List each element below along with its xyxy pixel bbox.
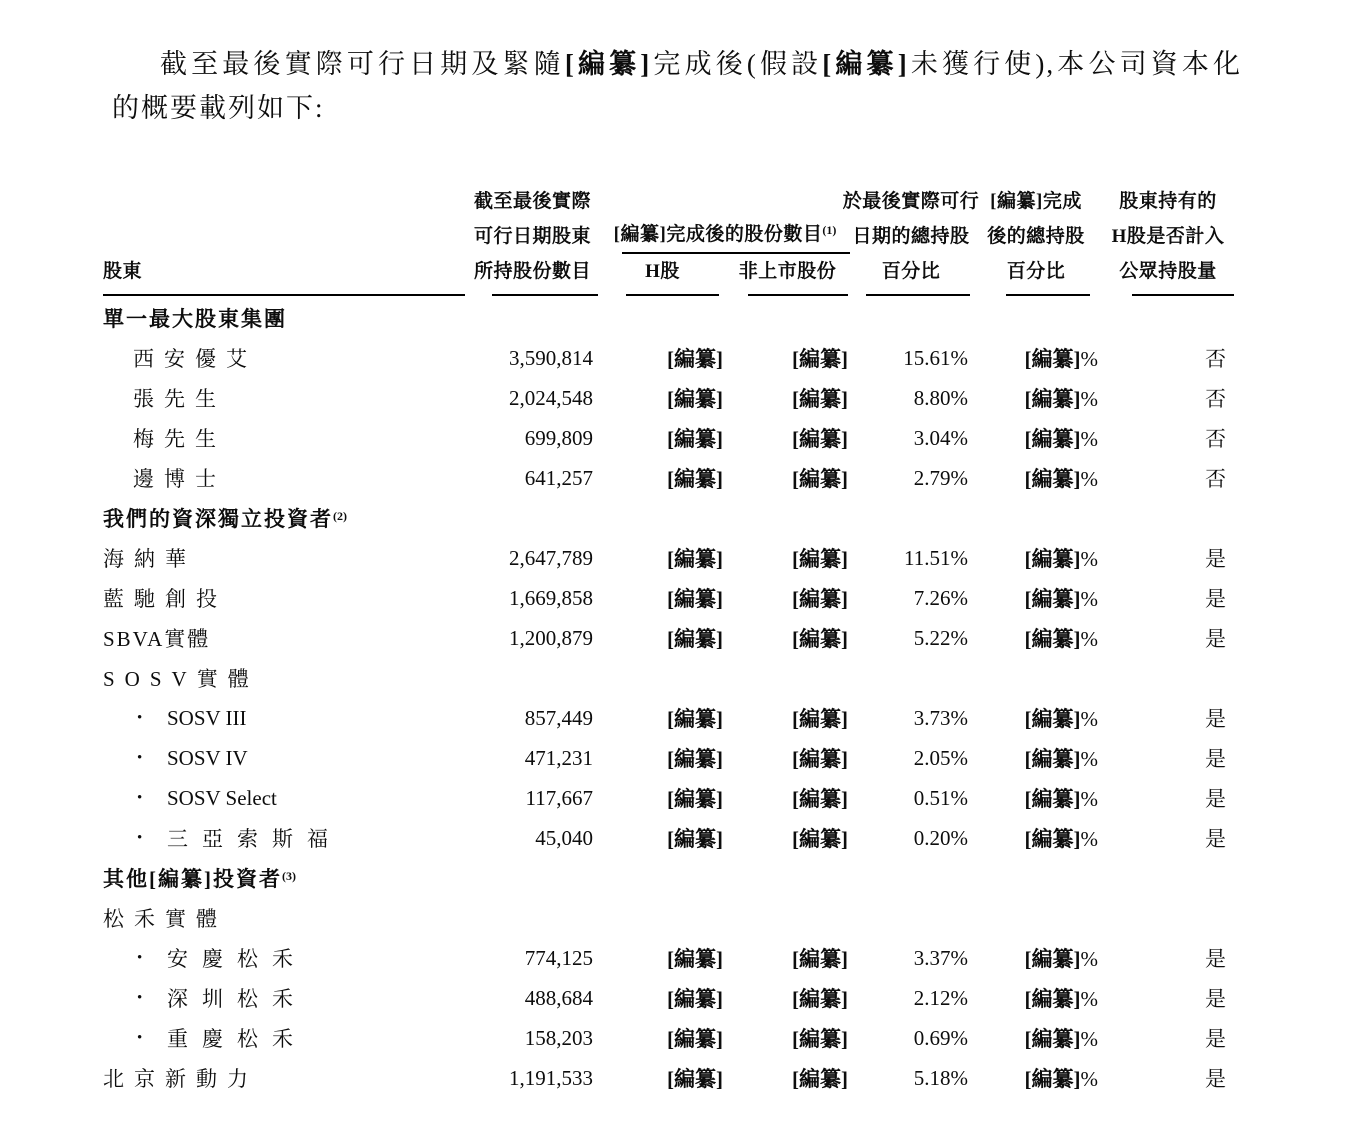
- pct-after-cell: [編纂]%: [1024, 467, 1098, 491]
- pct-current-cell: 15.61%: [903, 345, 968, 370]
- unlisted-shares-cell: [編纂]: [792, 587, 848, 611]
- shareholder-name-cell: 北京新動力: [103, 1067, 258, 1091]
- public-float-flag-cell: 是: [1205, 987, 1226, 1011]
- h-shares-cell: [編纂]: [667, 747, 723, 771]
- unlisted-shares-cell: [編纂]: [792, 747, 848, 771]
- pct-after-cell: [編纂]%: [1024, 1067, 1098, 1091]
- table-row: [103, 778, 1236, 818]
- shareholder-name-cell: 梅先生: [133, 427, 226, 451]
- shareholder-name-cell: 海納華: [103, 547, 196, 571]
- shares-cell: 1,669,858: [509, 585, 593, 610]
- pct-after-cell: [編纂]%: [1024, 947, 1098, 971]
- table-body: [103, 298, 1236, 1098]
- pct-after-cell: [編纂]%: [1024, 387, 1098, 411]
- h-shares-cell: [編纂]: [667, 587, 723, 611]
- pct-after-cell: [編纂]%: [1024, 747, 1098, 771]
- public-float-flag-cell: 是: [1205, 627, 1226, 651]
- pct-after-cell: [編纂]%: [1024, 707, 1098, 731]
- pct-current-cell: 5.18%: [913, 1065, 968, 1090]
- col-unlisted-shares-header: 非上市股份: [725, 254, 850, 296]
- public-float-flag-cell: 否: [1205, 347, 1226, 371]
- unlisted-shares-cell: [編纂]: [792, 467, 848, 491]
- pct-after-cell: [編纂]%: [1024, 787, 1098, 811]
- table-row: [103, 818, 1236, 858]
- h-shares-cell: [編纂]: [667, 827, 723, 851]
- public-float-flag-cell: 是: [1205, 787, 1226, 811]
- shares-cell: 857,449: [524, 705, 593, 730]
- h-shares-cell: [編纂]: [667, 707, 723, 731]
- col-group-post-completion-header: [編纂]完成後的股份數目$^{(1)}$ H股 非上市股份: [600, 213, 850, 296]
- unlisted-shares-cell: [編纂]: [792, 987, 848, 1011]
- col-public-float-header: 股東持有的 H股是否計入 公眾持股量: [1100, 184, 1236, 296]
- unlisted-shares-cell: [編纂]: [792, 1027, 848, 1051]
- table-row: [103, 1018, 1236, 1058]
- intro-line-1: 截至最後實際可行日期及緊隨[編纂]完成後(假設[編纂]未獲行使),本公司資本化: [160, 49, 1243, 79]
- public-float-flag-cell: 是: [1205, 747, 1226, 771]
- table-row: [103, 618, 1236, 658]
- h-shares-cell: [編纂]: [667, 627, 723, 651]
- unlisted-shares-cell: [編纂]: [792, 787, 848, 811]
- pct-current-cell: 0.51%: [913, 785, 968, 810]
- public-float-flag-cell: 是: [1205, 947, 1226, 971]
- pct-after-cell: [編纂]%: [1024, 827, 1098, 851]
- pct-current-cell: 0.69%: [913, 1025, 968, 1050]
- unlisted-shares-cell: [編纂]: [792, 347, 848, 371]
- h-shares-cell: [編纂]: [667, 787, 723, 811]
- h-shares-cell: [編纂]: [667, 547, 723, 571]
- shares-cell: 158,203: [524, 1025, 593, 1050]
- table-row: [103, 898, 1236, 938]
- pct-current-cell: 0.20%: [913, 825, 968, 850]
- shareholder-name-cell: • SOSV IV: [137, 745, 248, 770]
- shares-cell: 2,024,548: [509, 385, 593, 410]
- section-title: 其他[編纂]投資者$^{(3)}$: [103, 867, 296, 891]
- h-shares-cell: [編纂]: [667, 1027, 723, 1051]
- col-pct-after-header: [編纂]完成 後的總持股 百分比: [972, 184, 1100, 296]
- col-shareholder-label: 股東: [103, 261, 143, 282]
- pct-after-cell: [編纂]%: [1024, 587, 1098, 611]
- pct-after-cell: [編纂]%: [1024, 347, 1098, 371]
- table-row: [103, 1058, 1236, 1098]
- shares-cell: 2,647,789: [509, 545, 593, 570]
- bullet-icon: •: [137, 709, 143, 726]
- shareholder-name-cell: 西安優艾: [133, 347, 257, 371]
- public-float-flag-cell: 否: [1205, 387, 1226, 411]
- h-shares-cell: [編纂]: [667, 427, 723, 451]
- subgroup-title: 松禾實體: [103, 907, 227, 931]
- h-shares-cell: [編纂]: [667, 387, 723, 411]
- table-header: [103, 184, 1236, 296]
- pct-current-cell: 5.22%: [913, 625, 968, 650]
- pct-current-cell: 2.12%: [913, 985, 968, 1010]
- bullet-icon: •: [137, 749, 143, 766]
- shareholder-name-cell: 邊博士: [133, 467, 226, 491]
- public-float-flag-cell: 是: [1205, 827, 1226, 851]
- h-shares-cell: [編纂]: [667, 1067, 723, 1091]
- header-rule: [103, 294, 465, 296]
- h-shares-cell: [編纂]: [667, 347, 723, 371]
- pct-after-cell: [編纂]%: [1024, 547, 1098, 571]
- table-row: [103, 418, 1236, 458]
- unlisted-shares-cell: [編纂]: [792, 427, 848, 451]
- pct-current-cell: 8.80%: [913, 385, 968, 410]
- table-row: [103, 978, 1236, 1018]
- header-rule: [492, 294, 598, 296]
- bullet-icon: •: [137, 789, 143, 806]
- bullet-icon: •: [137, 989, 143, 1006]
- public-float-flag-cell: 是: [1205, 1067, 1226, 1091]
- table-row: [103, 458, 1236, 498]
- shareholder-name-cell: • SOSV Select: [137, 785, 277, 810]
- bullet-icon: •: [137, 829, 143, 846]
- public-float-flag-cell: 否: [1205, 427, 1226, 451]
- pct-after-cell: [編纂]%: [1024, 987, 1098, 1011]
- h-shares-cell: [編纂]: [667, 987, 723, 1011]
- header-rule: [866, 294, 970, 296]
- footnote-ref-2: (2): [333, 509, 347, 523]
- table-row: [103, 858, 1236, 898]
- pct-current-cell: 7.26%: [913, 585, 968, 610]
- public-float-flag-cell: 否: [1205, 467, 1226, 491]
- public-float-flag-cell: 是: [1205, 547, 1226, 571]
- shareholder-name-cell: • 安慶松禾: [137, 947, 307, 971]
- unlisted-shares-cell: [編纂]: [792, 387, 848, 411]
- table-row: [103, 698, 1236, 738]
- shares-cell: 699,809: [524, 425, 593, 450]
- shares-cell: 45,040: [535, 825, 593, 850]
- shares-cell: 117,667: [525, 785, 593, 810]
- shares-cell: 1,200,879: [509, 625, 593, 650]
- table-row: [103, 658, 1236, 698]
- header-rule: [626, 294, 719, 296]
- col-shareholder-header: [103, 254, 465, 296]
- table-row: [103, 378, 1236, 418]
- pct-after-cell: [編纂]%: [1024, 627, 1098, 651]
- unlisted-shares-cell: [編纂]: [792, 947, 848, 971]
- shareholder-name-cell: • 深圳松禾: [137, 987, 307, 1011]
- col-h-shares-header: H股: [600, 254, 725, 296]
- table-row: [103, 298, 1236, 338]
- shares-cell: 1,191,533: [509, 1065, 593, 1090]
- public-float-flag-cell: 是: [1205, 707, 1226, 731]
- unlisted-shares-cell: [編纂]: [792, 707, 848, 731]
- header-rule: [748, 294, 848, 296]
- unlisted-shares-cell: [編纂]: [792, 547, 848, 571]
- shareholder-name-cell: 藍馳創投: [103, 587, 227, 611]
- footnote-ref-3: (3): [282, 869, 296, 883]
- subgroup-title: SOSV實體: [103, 667, 259, 691]
- table-row: [103, 738, 1236, 778]
- pct-current-cell: 3.37%: [913, 945, 968, 970]
- header-rule: [1132, 294, 1234, 296]
- pct-after-cell: [編纂]%: [1024, 427, 1098, 451]
- intro-line-2: 的概要載列如下:: [112, 93, 325, 123]
- table-row: [103, 938, 1236, 978]
- section-title: 我們的資深獨立投資者$^{(2)}$: [103, 507, 347, 531]
- bullet-icon: •: [137, 949, 143, 966]
- shareholder-name-cell: SBVA實體: [103, 627, 211, 651]
- h-shares-cell: [編纂]: [667, 947, 723, 971]
- pct-current-cell: 3.73%: [913, 705, 968, 730]
- section-title: 單一最大股東集團: [103, 307, 287, 331]
- pct-current-cell: 2.79%: [913, 465, 968, 490]
- table-row: [103, 578, 1236, 618]
- header-rule: [1006, 294, 1090, 296]
- pct-current-cell: 3.04%: [913, 425, 968, 450]
- shareholder-name-cell: • SOSV III: [137, 705, 247, 730]
- col-pct-current-header: 於最後實際可行 日期的總持股 百分比: [850, 184, 972, 296]
- shares-cell: 774,125: [524, 945, 593, 970]
- footnote-ref-1: (1): [822, 223, 837, 237]
- pct-current-cell: 2.05%: [913, 745, 968, 770]
- col-shares-header: 截至最後實際 可行日期股東 所持股份數目: [465, 184, 600, 296]
- unlisted-shares-cell: [編纂]: [792, 1067, 848, 1091]
- pct-current-cell: 11.51%: [904, 545, 968, 570]
- bullet-icon: •: [137, 1029, 143, 1046]
- pct-after-cell: [編纂]%: [1024, 1027, 1098, 1051]
- capitalization-table: [103, 184, 1236, 1098]
- shareholder-name-cell: 張先生: [133, 387, 226, 411]
- table-row: [103, 338, 1236, 378]
- public-float-flag-cell: 是: [1205, 1027, 1226, 1051]
- table-row: [103, 498, 1236, 538]
- shares-cell: 641,257: [524, 465, 593, 490]
- shares-cell: 488,684: [524, 985, 593, 1010]
- h-shares-cell: [編纂]: [667, 467, 723, 491]
- table-row: [103, 538, 1236, 578]
- shares-cell: 471,231: [524, 745, 593, 770]
- unlisted-shares-cell: [編纂]: [792, 627, 848, 651]
- shareholder-name-cell: • 三亞索斯福: [137, 827, 342, 851]
- public-float-flag-cell: 是: [1205, 587, 1226, 611]
- shares-cell: 3,590,814: [509, 345, 593, 370]
- shareholder-name-cell: • 重慶松禾: [137, 1027, 307, 1051]
- intro-paragraph: [112, 42, 1242, 130]
- unlisted-shares-cell: [編纂]: [792, 827, 848, 851]
